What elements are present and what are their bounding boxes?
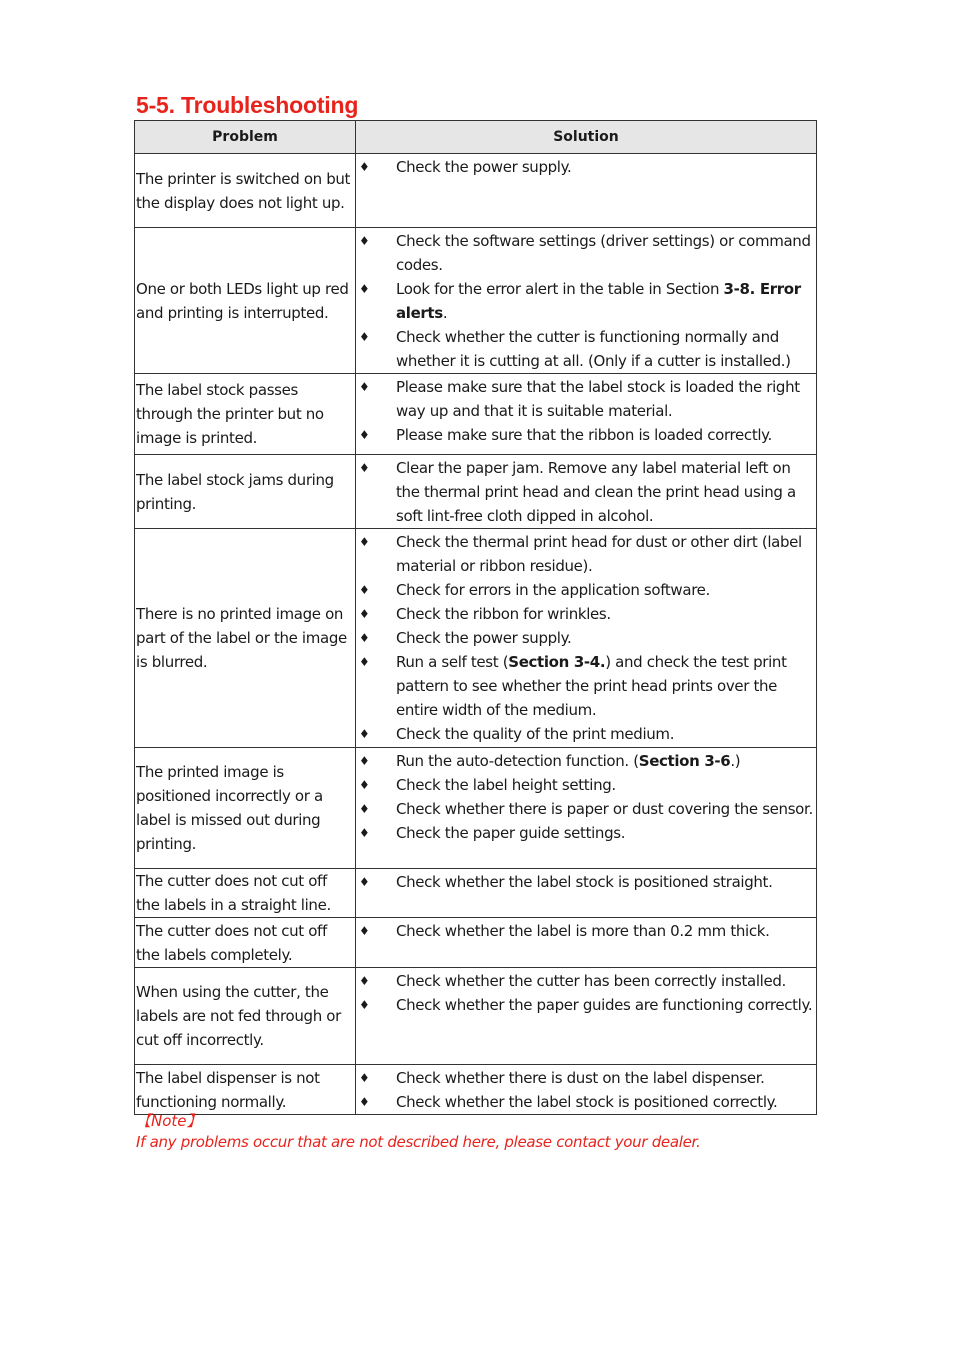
problem-cell: The printed image is positioned incorrectly or a label is missed out during printing.: [135, 748, 356, 869]
solution-item: [356, 1066, 816, 1090]
solution-item: [356, 773, 816, 797]
solution-cell: [356, 228, 817, 374]
solution-text: [396, 277, 816, 325]
diamond-bullet-icon: ♦: [359, 778, 370, 792]
solution-text-post: ) and check the test print pattern to see whether the print head prints over the entire width of the medium.: [396, 653, 787, 719]
solution-text: [396, 650, 816, 722]
solution-text: Check the paper guide settings.: [396, 824, 626, 842]
table-row: [135, 918, 817, 968]
diamond-bullet-icon: ♦: [359, 583, 370, 597]
solution-text-pre: Run a self test (: [396, 653, 509, 671]
problem-cell: The printer is switched on but the display does not light up.: [135, 154, 356, 228]
diamond-bullet-icon: ♦: [359, 655, 370, 669]
solution-item: [356, 722, 816, 746]
solution-text: Check the thermal print head for dust or other dirt (label material or ribbon residue).: [396, 533, 802, 575]
solution-text-post: .): [730, 752, 741, 770]
solution-item: [356, 626, 816, 650]
troubleshooting-table: [134, 120, 817, 1115]
solution-text: Check for errors in the application software.: [396, 581, 710, 599]
solution-cell: [356, 748, 817, 869]
table-row: [135, 154, 817, 228]
solution-item: [356, 602, 816, 626]
solution-item: [356, 456, 816, 528]
solution-text: Check whether the label stock is positioned correctly.: [396, 1093, 778, 1111]
page-title: 5-5. Troubleshooting: [136, 92, 359, 118]
solution-text-pre: Run the auto-detection function. (: [396, 752, 639, 770]
solution-item: [356, 155, 816, 179]
solution-cell: [356, 918, 817, 968]
diamond-bullet-icon: ♦: [359, 754, 370, 768]
diamond-bullet-icon: ♦: [359, 875, 370, 889]
diamond-bullet-icon: ♦: [359, 802, 370, 816]
solution-text: Check whether the label is more than 0.2 mm thick.: [396, 922, 770, 940]
solution-item: [356, 797, 816, 821]
diamond-bullet-icon: ♦: [359, 330, 370, 344]
solution-item: [356, 578, 816, 602]
diamond-bullet-icon: ♦: [359, 535, 370, 549]
diamond-bullet-icon: ♦: [359, 974, 370, 988]
diamond-bullet-icon: ♦: [359, 282, 370, 296]
problem-cell: One or both LEDs light up red and printing is interrupted.: [135, 228, 356, 374]
header-problem: Problem: [135, 121, 356, 154]
solution-cell: [356, 455, 817, 529]
diamond-bullet-icon: ♦: [359, 380, 370, 394]
table-header-row: [135, 121, 817, 154]
solution-text-post: .: [442, 304, 448, 322]
solution-text: Check whether the label stock is positioned straight.: [396, 873, 773, 891]
solution-item: [356, 969, 816, 993]
diamond-bullet-icon: ♦: [359, 1095, 370, 1109]
solution-cell: [356, 1065, 817, 1115]
diamond-bullet-icon: ♦: [359, 924, 370, 938]
solution-text: Check the power supply.: [396, 629, 572, 647]
diamond-bullet-icon: ♦: [359, 826, 370, 840]
solution-item: [356, 870, 816, 894]
problem-cell: The cutter does not cut off the labels in a straight line.: [135, 869, 356, 918]
solution-text: Clear the paper jam. Remove any label material left on the thermal print head and clean the print head using a soft lint-free cloth dipped in alcohol.: [396, 459, 796, 525]
solution-text: Check whether there is paper or dust covering the sensor.: [396, 800, 813, 818]
table-body: [135, 154, 817, 1115]
problem-cell: The cutter does not cut off the labels completely.: [135, 918, 356, 968]
solution-text: Check the label height setting.: [396, 776, 616, 794]
solution-cell: [356, 968, 817, 1065]
table-row: [135, 374, 817, 455]
solution-item: [356, 650, 816, 722]
solution-text: Check the power supply.: [396, 158, 572, 176]
diamond-bullet-icon: ♦: [359, 160, 370, 174]
diamond-bullet-icon: ♦: [359, 998, 370, 1012]
problem-cell: The label stock jams during printing.: [135, 455, 356, 529]
table-row: [135, 968, 817, 1065]
note-text: If any problems occur that are not described here, please contact your dealer.: [136, 1133, 701, 1151]
solution-item: [356, 423, 816, 447]
problem-cell: There is no printed image on part of the label or the image is blurred.: [135, 529, 356, 748]
solution-item: [356, 749, 816, 773]
solution-text: Check the ribbon for wrinkles.: [396, 605, 611, 623]
diamond-bullet-icon: ♦: [359, 461, 370, 475]
diamond-bullet-icon: ♦: [359, 1071, 370, 1085]
solution-item: [356, 821, 816, 845]
diamond-bullet-icon: ♦: [359, 631, 370, 645]
solution-item: [356, 325, 816, 373]
solution-text: Check whether there is dust on the label dispenser.: [396, 1069, 765, 1087]
problem-cell: The label dispenser is not functioning normally.: [135, 1065, 356, 1115]
table-row: [135, 869, 817, 918]
solution-cell: [356, 869, 817, 918]
table-row: [135, 748, 817, 869]
solution-text: Check the software settings (driver settings) or command codes.: [396, 232, 811, 274]
solution-item: [356, 993, 816, 1017]
solution-text: Please make sure that the ribbon is loaded correctly.: [396, 426, 772, 444]
solution-text: Check whether the cutter has been correctly installed.: [396, 972, 786, 990]
solution-item: [356, 375, 816, 423]
solution-text: [396, 749, 816, 773]
solution-item: [356, 530, 816, 578]
solution-text: Please make sure that the label stock is loaded the right way up and that it is suitable material.: [396, 378, 800, 420]
solution-cell: [356, 529, 817, 748]
diamond-bullet-icon: ♦: [359, 428, 370, 442]
solution-text: Check the quality of the print medium.: [396, 725, 675, 743]
section-reference: Section 3-4.: [508, 653, 606, 671]
solution-text: Check whether the paper guides are functioning correctly.: [396, 996, 813, 1014]
note-label: 【Note】: [136, 1112, 202, 1130]
solution-item: [356, 277, 816, 325]
solution-cell: [356, 154, 817, 228]
table-row: [135, 529, 817, 748]
table-row: [135, 455, 817, 529]
solution-item: [356, 919, 816, 943]
solution-text: Check whether the cutter is functioning normally and whether it is cutting at all. (Only if a cutter is installed.): [396, 328, 791, 370]
table-row: [135, 1065, 817, 1115]
diamond-bullet-icon: ♦: [359, 607, 370, 621]
solution-cell: [356, 374, 817, 455]
problem-cell: When using the cutter, the labels are not fed through or cut off incorrectly.: [135, 968, 356, 1065]
solution-item: [356, 1090, 816, 1114]
problem-cell: The label stock passes through the printer but no image is printed.: [135, 374, 356, 455]
table-row: [135, 228, 817, 374]
header-solution: Solution: [356, 121, 817, 154]
diamond-bullet-icon: ♦: [359, 727, 370, 741]
diamond-bullet-icon: ♦: [359, 234, 370, 248]
section-reference: Section 3-6: [638, 752, 731, 770]
solution-text-pre: Look for the error alert in the table in Section: [396, 280, 724, 298]
section-reference: 3-8. Error alerts: [396, 280, 801, 322]
solution-item: [356, 229, 816, 277]
